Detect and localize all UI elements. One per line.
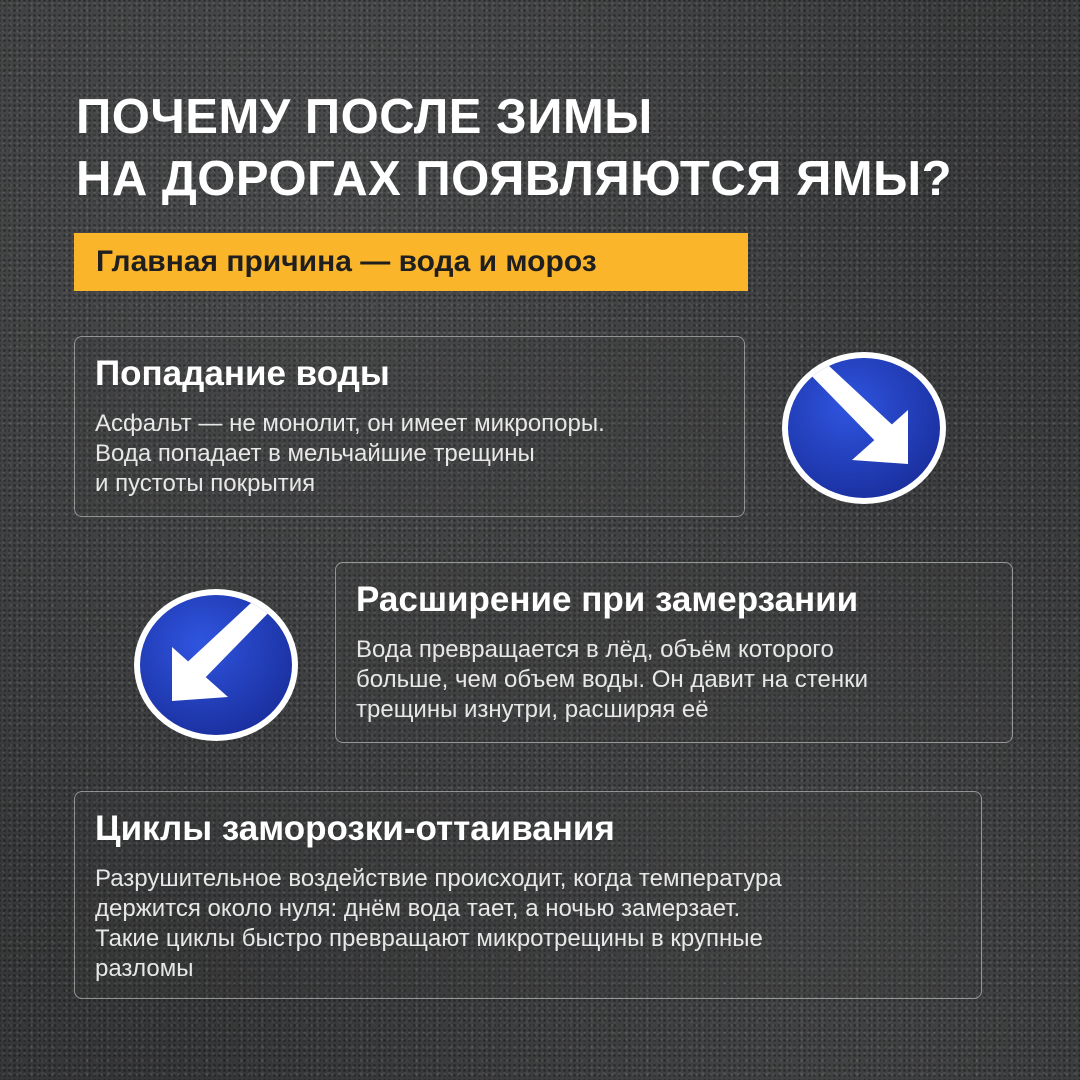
subtitle-banner: Главная причина — вода и мороз xyxy=(74,233,748,291)
card-heading: Циклы заморозки-оттаивания xyxy=(95,809,615,848)
arrow-down-right-sign-icon xyxy=(780,352,948,504)
arrow-down-left-sign-icon xyxy=(132,589,300,741)
card-text-line: Вода попадает в мельчайшие трещины xyxy=(95,440,535,467)
title-line-2: НА ДОРОГАХ ПОЯВЛЯЮТСЯ ЯМЫ? xyxy=(76,152,953,206)
card-text-line: держится около нуля: днём вода тает, а ночью замерзает. xyxy=(95,895,741,922)
card-text-line: Такие циклы быстро превращают микротрещины в крупные xyxy=(95,925,763,952)
card-heading: Расширение при замерзании xyxy=(356,580,859,619)
card-text-line: больше, чем объем воды. Он давит на стенки xyxy=(356,666,868,693)
card-text xyxy=(356,635,992,725)
card-text-line: и пустоты покрытия xyxy=(95,470,316,497)
card-text-line: разломы xyxy=(95,955,194,982)
page-title xyxy=(76,86,952,210)
card-text xyxy=(95,409,724,499)
card-heading: Попадание воды xyxy=(95,354,390,393)
card-freezing-expansion xyxy=(335,562,1013,743)
card-text xyxy=(95,864,961,984)
card-freeze-thaw-cycles xyxy=(74,791,982,999)
card-text-line: Асфальт — не монолит, он имеет микропоры. xyxy=(95,410,605,437)
card-water-penetration xyxy=(74,336,745,517)
card-text-line: трещины изнутри, расширяя её xyxy=(356,696,709,723)
card-text-line: Вода превращается в лёд, объём которого xyxy=(356,636,834,663)
title-line-1: ПОЧЕМУ ПОСЛЕ ЗИМЫ xyxy=(76,90,653,144)
card-text-line: Разрушительное воздействие происходит, когда температура xyxy=(95,865,782,892)
